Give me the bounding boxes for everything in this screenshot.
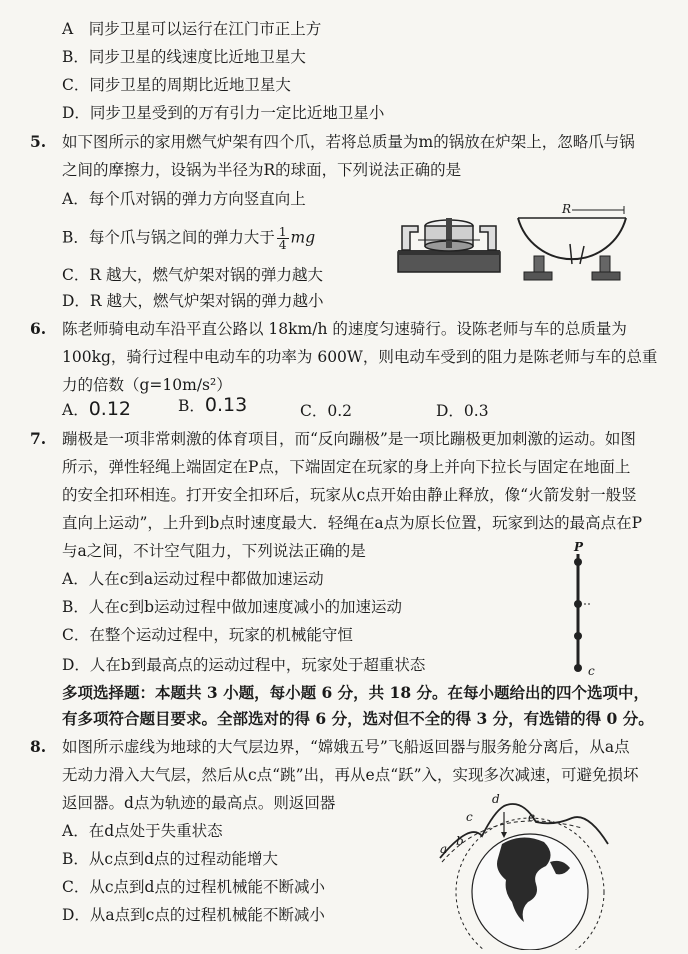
q6-option-a-value: 0.12 [88,398,132,420]
q8-option-a: A．在d点处于失重状态 [62,822,223,840]
point-p-label: P [574,540,584,554]
point-c-label-q8: c [466,810,473,824]
q8-option-b: B．从c点到d点的过程动能增大 [62,850,278,868]
q7-option-d: D．人在b到最高点的运动过程中，玩家处于超重状态 [62,656,426,674]
pot-cross-section-figure [512,200,636,288]
q7-option-c: C．在整个运动过程中，玩家的机械能守恒 [62,626,353,644]
q5-option-a: A．每个爪对锅的弹力方向竖直向上 [62,190,306,208]
q4-option-d: D．同步卫星受到的万有引力一定比近地卫星小 [62,104,385,122]
q8-stem-line-3: 返回器。d点为轨迹的最高点。则返回器 [62,794,336,812]
q7-stem-line-3: 的安全扣环相连。打开安全扣环后，玩家从c点开始由静止释放，像“火箭发射一般竖 [62,486,637,504]
point-b-label: b [456,834,464,848]
q7-stem-line-2: 所示，弹性轻绳上端固定在P点，下端固定在玩家的身上并向下拉长与固定在地面上 [62,458,631,476]
q6-option-c: C．0.2 [300,402,353,420]
point-d-label: d [492,792,500,806]
q5-number: 5. [30,132,47,151]
q5-option-d: D．R 越大，燃气炉架对锅的弹力越小 [62,292,324,310]
q6-option-b-value: 0.13 [204,394,248,416]
q5-option-b-mg: mg [290,228,316,247]
q8-option-d: D．从a点到c点的过程机械能不断减小 [62,906,325,924]
q8-stem-line-1: 如图所示虚线为地球的大气层边界，“嫦娥五号”飞船返回器与服务舱分离后，从a点 [62,738,630,756]
q5-stem-line-2: 之间的摩擦力，设锅为半径为R的球面，下列说法正确的是 [62,161,462,179]
q8-stem-line-2: 无动力滑入大气层，然后从c点“跳”出，再从e点“跃”入，实现多次减速，可避免损坏 [62,766,639,784]
q6-stem-line-1: 陈老师骑电动车沿平直公路以 18km/h 的速度匀速骑行。设陈老师与车的总质量为 [62,320,627,338]
q6-option-b-label: B． [178,397,205,415]
q7-option-a: A．人在c到a运动过程中都做加速运动 [62,570,324,588]
stove-stand-figure [392,210,506,276]
bungee-line-figure [560,548,610,678]
q8-number: 8. [30,737,47,756]
q7-stem-line-1: 蹦极是一项非常刺激的体育项目，而“反向蹦极”是一项比蹦极更加刺激的运动。如图 [62,430,636,448]
q5-option-c: C．R 越大，燃气炉架对锅的弹力越大 [62,266,323,284]
q6-stem-line-2: 100kg，骑行过程中电动车的功率为 600W，则电动车受到的阻力是陈老师与车的总重 [62,348,658,366]
q7-stem-line-4: 直向上运动”，上升到b点时速度最大．轻绳在a点为原长位置，玩家到达的最高点在P [62,514,643,532]
q6-option-a [62,398,131,421]
q6-option-d: D．0.3 [436,402,489,420]
fraction-numerator: 1 [278,225,287,239]
q7-number: 7. [30,429,47,448]
q8-option-c: C．从c点到d点的过程机械能不断减小 [62,878,325,896]
q6-option-a-label: A． [62,401,89,419]
q6-number: 6. [30,319,47,338]
q6-stem-line-3: 力的倍数（g=10m/s²） [62,376,232,394]
point-e-label: e [528,810,536,824]
q4-option-c: C．同步卫星的周期比近地卫星大 [62,76,291,94]
section-header-line-1: 多项选择题：本题共 3 小题，每小题 6 分，共 18 分。在每小题给出的四个选项中， [62,683,650,702]
pot-radius-label: R [562,202,572,216]
q4-option-a: A 同步卫星可以运行在江门市正上方 [62,20,322,38]
q7-option-b: B．人在c到b运动过程中做加速度减小的加速运动 [62,598,402,616]
q5-stem-line-1: 如下图所示的家用燃气炉架有四个爪，若将总质量为m的锅放在炉架上，忽略爪与锅 [62,133,635,151]
fraction-denominator: 4 [278,238,287,252]
point-c-label: c [588,664,595,678]
point-a-label: a [440,842,448,856]
q7-stem-line-5: 与a之间，不计空气阻力，下列说法正确的是 [62,542,366,560]
section-header-line-2: 有多项符合题目要求。全部选对的得 6 分，选对但不全的得 3 分，有选错的得 0 分。 [62,709,654,728]
q6-option-b [178,394,247,417]
q5-option-b [62,226,315,251]
q4-option-b: B．同步卫星的线速度比近地卫星大 [62,48,306,66]
quarter-fraction [277,226,289,251]
q5-option-b-text: B．每个爪与锅之间的弹力大于 [62,228,275,247]
